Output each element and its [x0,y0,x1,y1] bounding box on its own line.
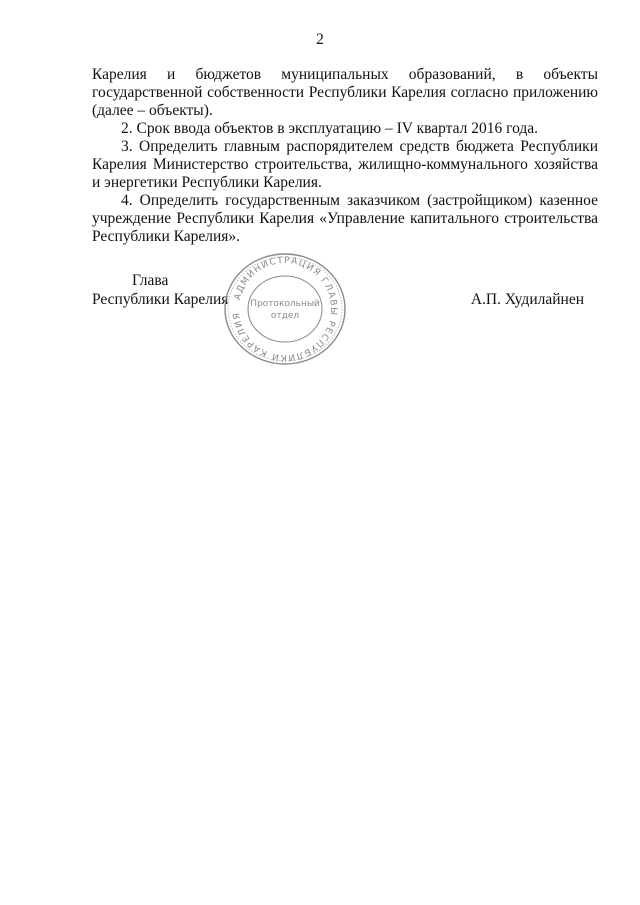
paragraph-commissioning-date: 2. Срок ввода объектов в эксплуатацию – IV квартал 2016 года. [121,120,539,137]
page-number: 2 [316,31,324,48]
paragraph-state-customer: 4. Определить государственным заказчиком (застройщиком) казенное учреждение Республики Карелия «Управление капитального строительства Республики Карелия». [92,192,598,245]
signatory-title-line2: Республики Карелия [92,291,229,308]
stamp-center-line1: Протокольный [250,299,320,309]
stamp-center-line2: отдел [270,311,300,321]
stamp-icon [218,250,352,368]
stamp-ring-text: АДМИНИСТРАЦИЯ ГЛАВЫ РЕСПУБЛИКИ КАРЕЛИЯ [231,255,339,363]
paragraph-budget-manager: 3. Определить главным распорядителем средств бюджета Республики Карелия Министерство строительства, жилищно-коммунального хозяйства и энергетики Республики Карелия. [92,138,598,191]
document-body [92,66,598,246]
official-stamp [218,250,352,368]
signatory-name: А.П. Худилайнен [470,291,584,308]
signatory-title-line1: Глава [132,272,169,289]
paragraph-continuation: Карелия и бюджетов муниципальных образований, в объекты государственной собственности Республики Карелия согласно приложению (далее – объекты). [92,66,598,119]
